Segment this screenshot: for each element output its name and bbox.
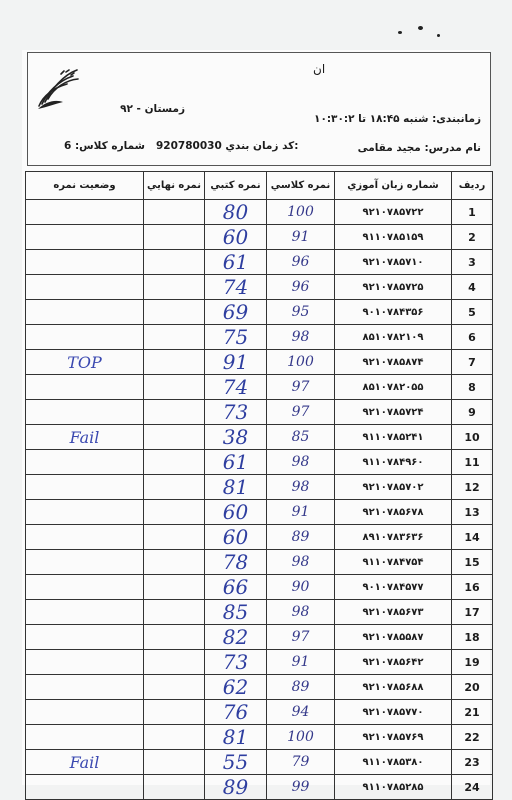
schedule-text: زمانبندی: شنبه ۱۸:۴۵ تا ۱۰:۳۰:۲: [314, 113, 481, 125]
class-grade: 98: [267, 475, 335, 500]
term-text: زمستان - ۹۲: [120, 103, 185, 115]
student-id: ۹۰۱۰۷۸۴۵۷۷: [335, 575, 452, 600]
written-grade: 78: [205, 550, 267, 575]
student-id: ۹۲۱۰۷۸۵۷۷۰: [335, 700, 452, 725]
class-grade: 85: [267, 425, 335, 450]
row-number: 1: [452, 200, 493, 225]
student-id: ۹۲۱۰۷۸۵۶۷۳: [335, 600, 452, 625]
class-grade: 95: [267, 300, 335, 325]
written-grade: 81: [205, 725, 267, 750]
row-number: 4: [452, 275, 493, 300]
row-number: 9: [452, 400, 493, 425]
final-grade: [144, 425, 205, 450]
final-grade: [144, 200, 205, 225]
table-row: [26, 425, 493, 450]
final-grade: [144, 500, 205, 525]
schedule-code: [156, 140, 298, 152]
written-grade: 81: [205, 475, 267, 500]
institute-logo: [33, 66, 83, 112]
student-id: ۹۰۱۰۷۸۴۳۵۶: [335, 300, 452, 325]
final-grade: [144, 400, 205, 425]
table-row: [26, 650, 493, 675]
row-number: 8: [452, 375, 493, 400]
written-grade: 89: [205, 775, 267, 800]
table-row: [26, 275, 493, 300]
table-row: [26, 675, 493, 700]
class-grade: 97: [267, 625, 335, 650]
student-id: ۸۹۱۰۷۸۳۶۳۶: [335, 525, 452, 550]
schedule-code-value: 920780030: [156, 140, 222, 152]
student-id: ۸۵۱۰۷۸۲۱۰۹: [335, 325, 452, 350]
student-id: ۹۲۱۰۷۸۵۷۲۵: [335, 275, 452, 300]
table-row: [26, 575, 493, 600]
student-id: ۹۲۱۰۷۸۵۶۴۲: [335, 650, 452, 675]
class-number: شماره کلاس: 6: [64, 140, 145, 152]
written-grade: 76: [205, 700, 267, 725]
written-grade: 85: [205, 600, 267, 625]
row-status: [26, 600, 144, 625]
row-status: [26, 400, 144, 425]
table-row: [26, 200, 493, 225]
student-id: ۹۱۱۰۷۸۴۹۶۰: [335, 450, 452, 475]
table-row: [26, 350, 493, 375]
written-grade: 55: [205, 750, 267, 775]
final-grade: [144, 725, 205, 750]
row-number: 15: [452, 550, 493, 575]
final-grade: [144, 625, 205, 650]
row-status: [26, 650, 144, 675]
col-header-final: نمره نهايي: [144, 172, 205, 200]
written-grade: 74: [205, 375, 267, 400]
final-grade: [144, 475, 205, 500]
row-number: 7: [452, 350, 493, 375]
table-row: [26, 525, 493, 550]
col-header-student-id: شماره زبان آموزي: [335, 172, 452, 200]
row-status: [26, 225, 144, 250]
student-id: ۹۲۱۰۷۸۵۷۲۲: [335, 200, 452, 225]
final-grade: [144, 375, 205, 400]
written-grade: 69: [205, 300, 267, 325]
student-id: ۹۲۱۰۷۸۵۷۲۴: [335, 400, 452, 425]
final-grade: [144, 650, 205, 675]
written-grade: 60: [205, 500, 267, 525]
row-number: 13: [452, 500, 493, 525]
class-grade: 98: [267, 450, 335, 475]
student-id: ۹۲۱۰۷۸۵۷۶۹: [335, 725, 452, 750]
class-grade: 91: [267, 650, 335, 675]
class-grade: 91: [267, 225, 335, 250]
class-grade: 89: [267, 525, 335, 550]
table-row: [26, 700, 493, 725]
class-grade: 90: [267, 575, 335, 600]
class-grade: 97: [267, 375, 335, 400]
row-number: 23: [452, 750, 493, 775]
student-id: ۸۵۱۰۷۸۲۰۵۵: [335, 375, 452, 400]
table-row: [26, 550, 493, 575]
teacher-name: نام مدرس: مجید مقامی: [357, 142, 481, 154]
row-number: 19: [452, 650, 493, 675]
row-status: [26, 500, 144, 525]
institution-title: ان: [313, 62, 326, 76]
final-grade: [144, 600, 205, 625]
class-grade: 98: [267, 600, 335, 625]
table-body: [26, 200, 493, 800]
written-grade: 38: [205, 425, 267, 450]
row-number: 14: [452, 525, 493, 550]
student-id: ۹۲۱۰۷۸۵۸۷۴: [335, 350, 452, 375]
col-header-class: نمره كلاسي: [267, 172, 335, 200]
student-id: ۹۲۱۰۷۸۵۷۰۲: [335, 475, 452, 500]
row-number: 17: [452, 600, 493, 625]
row-status: [26, 325, 144, 350]
table-row: [26, 400, 493, 425]
final-grade: [144, 550, 205, 575]
class-grade: 99: [267, 775, 335, 800]
student-id: ۹۲۱۰۷۸۵۶۸۸: [335, 675, 452, 700]
row-status: [26, 725, 144, 750]
final-grade: [144, 775, 205, 800]
written-grade: 73: [205, 400, 267, 425]
col-header-status: وضعيت نمره: [26, 172, 144, 200]
schedule-code-label: کد زمان بندي:: [225, 140, 299, 152]
final-grade: [144, 250, 205, 275]
table-row: [26, 450, 493, 475]
row-number: 5: [452, 300, 493, 325]
row-number: 22: [452, 725, 493, 750]
final-grade: [144, 225, 205, 250]
table-row: [26, 325, 493, 350]
scan-speck: [398, 31, 402, 34]
final-grade: [144, 525, 205, 550]
row-number: 11: [452, 450, 493, 475]
final-grade: [144, 575, 205, 600]
table-row: [26, 775, 493, 800]
student-id: ۹۱۱۰۷۸۴۷۵۴: [335, 550, 452, 575]
final-grade: [144, 700, 205, 725]
row-number: 16: [452, 575, 493, 600]
class-grade: 96: [267, 250, 335, 275]
row-status: Fail: [26, 425, 144, 450]
written-grade: 91: [205, 350, 267, 375]
class-grade: 100: [267, 200, 335, 225]
table-row: [26, 500, 493, 525]
row-status: [26, 525, 144, 550]
scan-speck: [418, 26, 423, 30]
student-id: ۹۱۱۰۷۸۵۱۵۹: [335, 225, 452, 250]
table-row: [26, 750, 493, 775]
row-status: [26, 375, 144, 400]
row-status: [26, 200, 144, 225]
col-header-row: رديف: [452, 172, 493, 200]
table-row: [26, 300, 493, 325]
row-number: 2: [452, 225, 493, 250]
row-number: 12: [452, 475, 493, 500]
student-id: ۹۱۱۰۷۸۵۲۴۱: [335, 425, 452, 450]
table-row: [26, 600, 493, 625]
grades-table: [25, 171, 493, 800]
written-grade: 75: [205, 325, 267, 350]
final-grade: [144, 750, 205, 775]
table-row: [26, 725, 493, 750]
col-header-written: نمره كتبي: [205, 172, 267, 200]
row-number: 21: [452, 700, 493, 725]
written-grade: 73: [205, 650, 267, 675]
class-grade: 100: [267, 350, 335, 375]
row-number: 20: [452, 675, 493, 700]
class-grade: 97: [267, 400, 335, 425]
row-status: [26, 575, 144, 600]
row-number: 18: [452, 625, 493, 650]
final-grade: [144, 275, 205, 300]
final-grade: [144, 300, 205, 325]
written-grade: 61: [205, 250, 267, 275]
row-number: 6: [452, 325, 493, 350]
class-grade: 89: [267, 675, 335, 700]
class-grade: 98: [267, 550, 335, 575]
row-number: 24: [452, 775, 493, 800]
class-grade: 96: [267, 275, 335, 300]
student-id: ۹۱۱۰۷۸۵۳۸۰: [335, 750, 452, 775]
written-grade: 60: [205, 525, 267, 550]
written-grade: 74: [205, 275, 267, 300]
table-row: [26, 250, 493, 275]
row-number: 3: [452, 250, 493, 275]
written-grade: 62: [205, 675, 267, 700]
class-grade: 100: [267, 725, 335, 750]
written-grade: 80: [205, 200, 267, 225]
row-status: [26, 300, 144, 325]
row-status: [26, 775, 144, 800]
row-status: [26, 475, 144, 500]
written-grade: 60: [205, 225, 267, 250]
scan-speck: [437, 34, 440, 37]
table-row: [26, 225, 493, 250]
row-status: [26, 550, 144, 575]
row-status: [26, 250, 144, 275]
final-grade: [144, 675, 205, 700]
final-grade: [144, 350, 205, 375]
final-grade: [144, 325, 205, 350]
written-grade: 66: [205, 575, 267, 600]
table-row: [26, 475, 493, 500]
class-grade: 91: [267, 500, 335, 525]
written-grade: 61: [205, 450, 267, 475]
row-status: [26, 625, 144, 650]
student-id: ۹۲۱۰۷۸۵۷۱۰: [335, 250, 452, 275]
table-row: [26, 375, 493, 400]
row-status: TOP: [26, 350, 144, 375]
class-grade: 79: [267, 750, 335, 775]
row-status: [26, 450, 144, 475]
final-grade: [144, 450, 205, 475]
table-header-row: [26, 172, 493, 200]
row-status: [26, 275, 144, 300]
student-id: ۹۲۱۰۷۸۵۵۸۷: [335, 625, 452, 650]
row-status: Fail: [26, 750, 144, 775]
student-id: ۹۲۱۰۷۸۵۶۷۸: [335, 500, 452, 525]
written-grade: 82: [205, 625, 267, 650]
table-row: [26, 625, 493, 650]
class-grade: 94: [267, 700, 335, 725]
student-id: ۹۱۱۰۷۸۵۲۸۵: [335, 775, 452, 800]
class-grade: 98: [267, 325, 335, 350]
row-number: 10: [452, 425, 493, 450]
row-status: [26, 675, 144, 700]
row-status: [26, 700, 144, 725]
